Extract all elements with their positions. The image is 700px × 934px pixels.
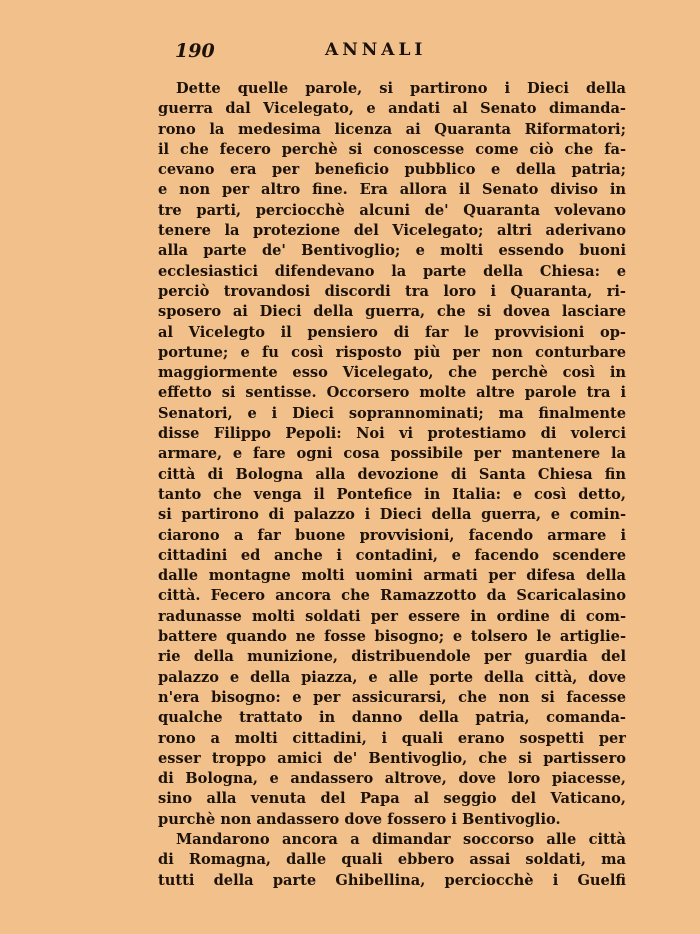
text-line: qualche trattato in danno della patria, comanda-	[158, 709, 626, 727]
page-number: 190	[175, 40, 215, 62]
text-line: Dette quelle parole, si partirono i Dieci della	[176, 80, 626, 97]
text-line: Mandarono ancora a dimandar soccorso alle città	[176, 830, 626, 848]
text-line: dalle montagne molti uomini armati per difesa della	[158, 567, 626, 585]
text-line: purchè non andassero dove fossero i Bentivoglio.	[158, 810, 561, 828]
page-header	[175, 40, 605, 64]
text-line: n'era bisogno: e per assicurarsi, che non si facesse	[158, 688, 626, 706]
text-line: maggiormente esso Vicelegato, che perchè così in	[158, 364, 626, 382]
text-line: si partirono di palazzo i Dieci della guerra, e comin-	[158, 506, 626, 524]
text-line: rono a molti cittadini, i quali erano sospetti per	[158, 729, 626, 747]
text-line: rono la medesima licenza ai Quaranta Riformatori;	[158, 120, 626, 138]
text-line: cevano era per beneficio pubblico e della patria;	[158, 161, 626, 179]
text-line: battere quando ne fosse bisogno; e tolsero le artiglie-	[158, 628, 626, 646]
text-line: ecclesiastici difendevano la parte della Chiesa: e	[158, 262, 626, 280]
running-head: ANNALI	[325, 40, 427, 60]
text-line: esser troppo amici de' Bentivoglio, che si partissero	[158, 749, 626, 767]
text-line: sposero ai Dieci della guerra, che si dovea lasciare	[158, 303, 626, 321]
text-line: il che fecero perchè si conoscesse come ciò che fa-	[158, 140, 626, 158]
text-line: al Vicelegto il pensiero di far le provvisioni op-	[158, 323, 626, 341]
text-line: tanto che venga il Pontefice in Italia: e così detto,	[158, 485, 626, 503]
text-line: tutti della parte Ghibellina, perciocchè i Guelfi	[158, 871, 626, 889]
text-line: sino alla venuta del Papa al seggio del Vaticano,	[158, 790, 626, 808]
text-line: e non per altro fine. Era allora il Senato diviso in	[158, 181, 626, 199]
text-line: città. Fecero ancora che Ramazzotto da Scaricalasino	[158, 587, 626, 605]
text-line: Senatori, e i Dieci soprannominati; ma finalmente	[158, 404, 626, 422]
text-line: portune; e fu così risposto più per non conturbare	[158, 343, 626, 361]
text-line: tenere la protezione del Vicelegato; altri aderivano	[158, 222, 626, 240]
text-line: di Romagna, dalle quali ebbero assai soldati, ma	[158, 851, 626, 869]
text-line: alla parte de' Bentivoglio; e molti essendo buoni	[158, 242, 626, 260]
text-line: disse Filippo Pepoli: Noi vi protestiamo di volerci	[158, 425, 626, 443]
text-line: cittadini ed anche i contadini, e facendo scendere	[158, 546, 626, 564]
body-text	[158, 79, 626, 891]
text-line: ciarono a far buone provvisioni, facendo armare i	[158, 526, 626, 544]
text-line: guerra dal Vicelegato, e andati al Senato dimanda-	[158, 100, 626, 118]
text-line: rie della munizione, distribuendole per guardia del	[158, 648, 626, 666]
text-line: radunasse molti soldati per essere in ordine di com-	[158, 607, 626, 625]
text-line: città di Bologna alla devozione di Santa Chiesa fin	[158, 465, 626, 483]
text-line: effetto si sentisse. Occorsero molte altre parole tra i	[158, 384, 626, 402]
text-line: palazzo e della piazza, e alle porte della città, dove	[158, 668, 626, 686]
text-line: armare, e fare ogni cosa possibile per mantenere la	[158, 445, 626, 463]
text-line: tre parti, perciocchè alcuni de' Quaranta volevano	[158, 201, 626, 219]
text-line: di Bologna, e andassero altrove, dove loro piacesse,	[158, 770, 626, 788]
text-line: perciò trovandosi discordi tra loro i Quaranta, ri-	[158, 282, 626, 300]
